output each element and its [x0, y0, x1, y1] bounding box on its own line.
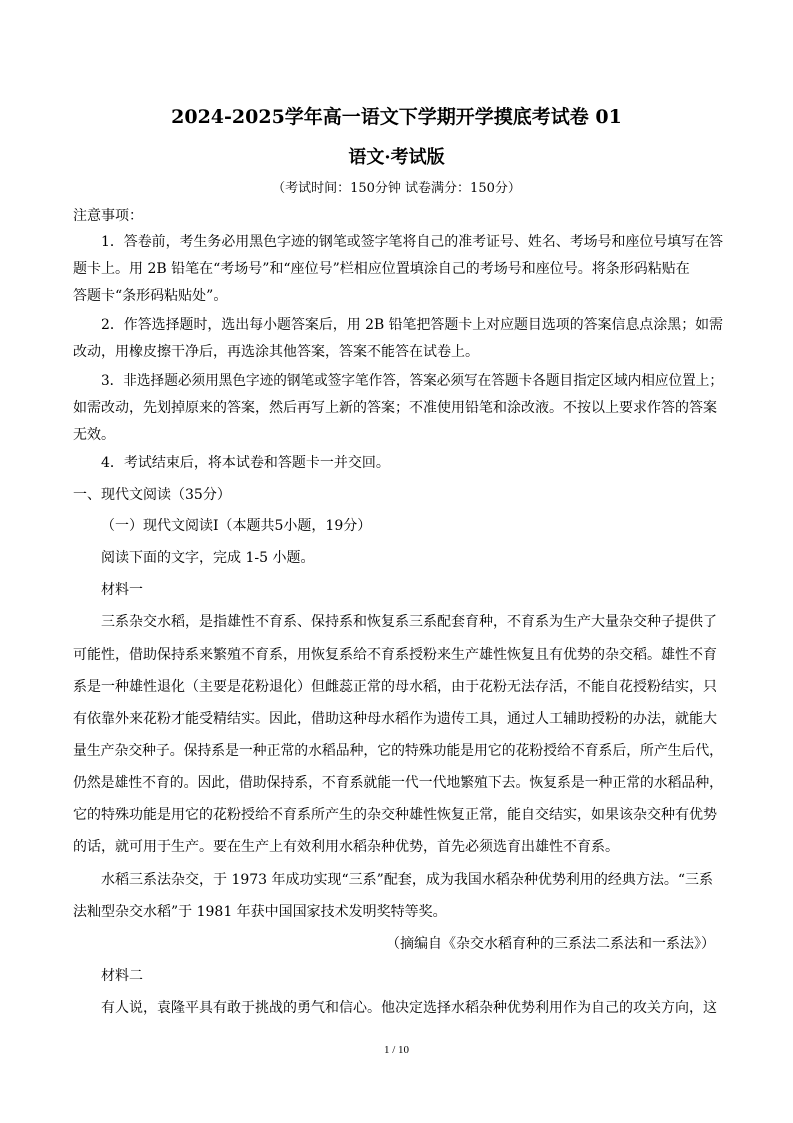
source-citation: （摘编自《杂交水稻育种的三系法二系法和一系法》）	[386, 936, 715, 952]
exam-info: （考试时间：150分钟 试卷满分：150分）	[272, 181, 521, 196]
notes-line: 答题卡“条形码粘贴处”。	[73, 288, 228, 304]
paragraph-line: 它的特殊功能是用它的花粉授给不育系所产生的杂交种雄性恢复正常，能自交结实，如果该杂交种有优势	[73, 807, 717, 823]
notes-line: 1．答卷前，考生务必用黑色字迹的钢笔或签字笔将自己的准考证号、姓名、考场号和座位号填写在答	[101, 234, 723, 250]
notes-line: 3．非选择题必须用黑色字迹的钢笔或签字笔作答，答案必须写在答题卡各题目指定区域内相应位置上；	[101, 373, 723, 389]
paragraph-line: 的话，就可用于生产。要在生产上有效利用水稻杂种优势，首先必须选育出雄性不育系。	[73, 839, 619, 855]
notes-line: 题卡上。用 2B 铅笔在“考场号”和“座位号”栏相应位置填涂自己的考场号和座位号。将条形码粘贴在	[73, 261, 690, 277]
notes-line: 如需改动，先划掉原来的答案，然后再写上新的答案；不准使用铅笔和涂改液。不按以上要求作答的答案	[73, 400, 717, 416]
paragraph-line: 水稻三系法杂交，于 1973 年成功实现“三系”配套，成为我国水稻杂种优势利用的经典方法。“三系	[101, 872, 713, 888]
sub-section-heading: （一）现代文阅读Ⅰ（本题共5小题，19分）	[101, 518, 372, 534]
paragraph-line: 可能性，借助保持系来繁殖不育系，用恢复系给不育系授粉来生产雄性恢复且有优势的杂交稻。雄性不育	[73, 647, 717, 663]
section-heading: 一、现代文阅读（35分）	[73, 487, 231, 503]
notes-line: 2．作答选择题时，选出每小题答案后，用 2B 铅笔把答题卡上对应题目选项的答案信息点涂黑；如需	[101, 317, 723, 333]
notes-line: 改动，用橡皮擦干净后，再选涂其他答案，答案不能答在试卷上。	[73, 344, 479, 360]
paragraph-line: 量生产杂交种子。保持系是一种正常的水稻品种，它的特殊功能是用它的花粉授给不育系后，所产生后代，	[73, 743, 723, 759]
notes-line: 4．考试结束后，将本试卷和答题卡一并交回。	[101, 455, 390, 471]
exam-subtitle: 语文·考试版	[348, 147, 445, 168]
exam-title: 2024-2025学年高一语文下学期开学摸底考试卷 01	[171, 106, 622, 128]
notes-heading: 注意事项：	[73, 208, 143, 224]
notes-line: 无效。	[73, 427, 115, 443]
paragraph-line: 有依靠外来花粉才能受精结实。因此，借助这种母水稻作为遗传工具，通过人工辅助授粉的办法，就能大	[73, 711, 717, 727]
paragraph-line: 有人说，袁隆平具有敢于挑战的勇气和信心。他决定选择水稻杂种优势利用作为自己的攻关方向，这	[101, 1000, 717, 1016]
paragraph-line: 系是一种雄性退化（主要是花粉退化）但雌蕊正常的母水稻，由于花粉无法存活，不能自花授粉结实，只	[73, 679, 717, 695]
reading-instruction: 阅读下面的文字，完成 1-5 小题。	[101, 550, 315, 566]
paragraph-line: 仍然是雄性不育的。因此，借助保持系，不育系就能一代一代地繁殖下去。恢复系是一种正常的水稻品种，	[73, 775, 723, 791]
material-label: 材料一	[101, 582, 143, 598]
page-number: 1 / 10	[383, 1044, 410, 1056]
paragraph-line: 法籼型杂交水稻”于 1981 年获中国国家技术发明奖特等奖。	[73, 904, 447, 920]
material-label: 材料二	[101, 968, 143, 984]
paragraph-line: 三系杂交水稻，是指雄性不育系、保持系和恢复系三系配套育种，不育系为生产大量杂交种子提供了	[101, 614, 717, 630]
